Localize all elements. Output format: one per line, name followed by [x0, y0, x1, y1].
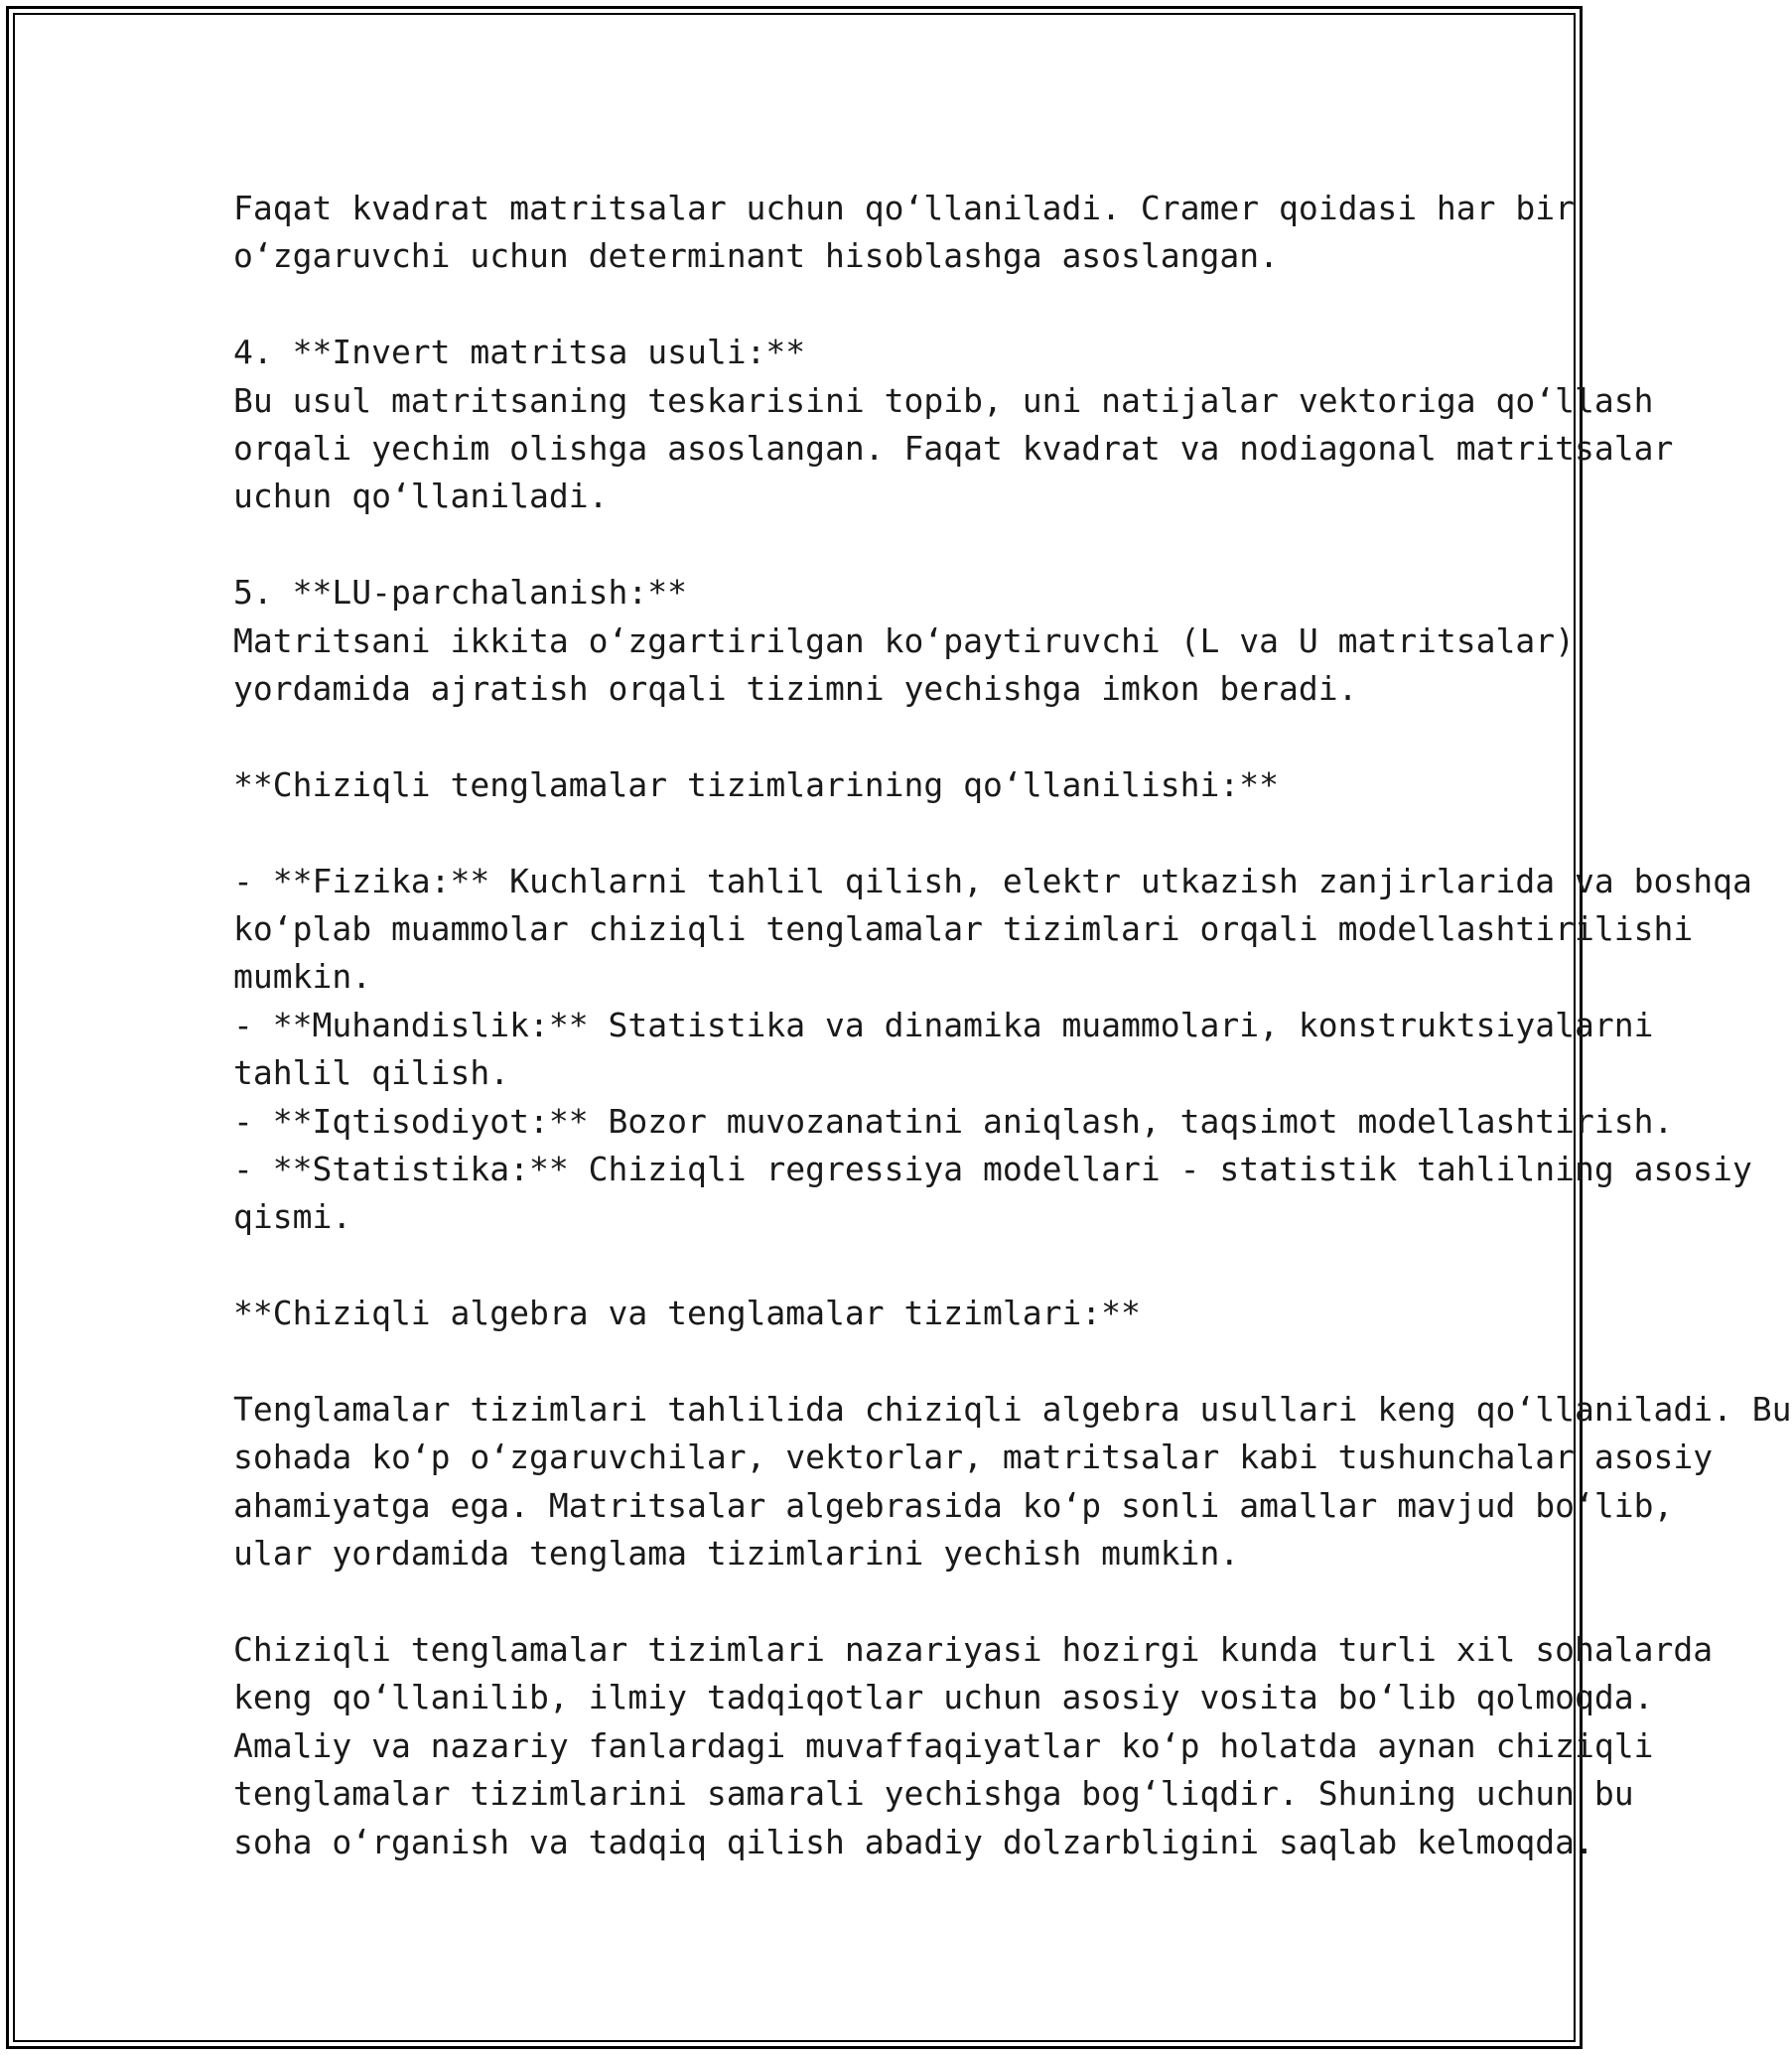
text-line: tenglamalar tizimlarini samarali yechishga bog‘liqdir. Shuning uchun bu — [233, 1774, 1634, 1814]
blank-line — [233, 809, 1375, 857]
section-heading: 5. **LU-parchalanish:** — [233, 573, 687, 613]
text-line: Tenglamalar tizimlari tahlilida chiziqli algebra usullari keng qo‘llaniladi. Bu — [233, 1390, 1792, 1430]
text-line: orqali yechim olishga asoslangan. Faqat kvadrat va nodiagonal matritsalar — [233, 429, 1674, 469]
blank-line — [233, 713, 1375, 760]
section-heading: **Chiziqli tenglamalar tizimlarining qo‘llanilishi:** — [233, 764, 1279, 804]
text-line: keng qo‘llanilib, ilmiy tadqiqotlar uchun asosiy vosita bo‘lib qolmoqda. — [233, 1678, 1654, 1717]
text-line: Amaliy va nazariy fanlardagi muvaffaqiyatlar ko‘p holatda aynan chiziqli — [233, 1725, 1654, 1765]
blank-line — [233, 521, 1375, 569]
text-line: ular yordamida tenglama tizimlarini yechish mumkin. — [233, 1534, 1240, 1574]
text-line: soha o‘rganish va tadqiq qilish abadiy dolzarbligini saqlab kelmoqda. — [233, 1822, 1594, 1861]
list-item: - **Muhandislik:** Statistika va dinamika muammolari, konstruktsiyalarni — [233, 1005, 1654, 1044]
text-line: o‘zgaruvchi uchun determinant hisoblashga asoslangan. — [233, 236, 1279, 276]
list-item: - **Fizika:** Kuchlarni tahlil qilish, elektr utkazish zanjirlarida va boshqa — [233, 861, 1752, 900]
blank-line — [233, 281, 1375, 329]
text-line: qismi. — [233, 1197, 352, 1237]
text-line: Faqat kvadrat matritsalar uchun qo‘llaniladi. Cramer qoidasi har bir — [233, 189, 1576, 227]
text-line: tahlil qilish. — [233, 1053, 510, 1093]
text-line: ko‘plab muammolar chiziqli tenglamalar tizimlari orqali modellashtirilishi — [233, 909, 1694, 949]
text-line: uchun qo‘llaniladi. — [233, 477, 609, 516]
text-line: sohada ko‘p o‘zgaruvchilar, vektorlar, matritsalar kabi tushunchalar asosiy — [233, 1438, 1714, 1477]
blank-line — [233, 1242, 1375, 1290]
text-line: yordamida ajratish orqali tizimni yechishga imkon beradi. — [233, 669, 1358, 709]
text-line: Matritsani ikkita o‘zgartirilgan ko‘paytiruvchi (L va U matritsalar) — [233, 620, 1576, 660]
text-line: ahamiyatga ega. Matritsalar algebrasida ko‘p sonli amallar mavjud bo‘lib, — [233, 1485, 1674, 1525]
text-line: mumkin. — [233, 957, 372, 997]
text-line: Chiziqli tenglamalar tizimlari nazariyasi hozirgi kunda turli xil sohalarda — [233, 1630, 1714, 1670]
blank-line — [233, 1338, 1375, 1386]
list-item: - **Iqtisodiyot:** Bozor muvozanatini aniqlash, taqsimot modellashtirish. — [233, 1101, 1674, 1141]
blank-line — [233, 1578, 1375, 1626]
section-heading: 4. **Invert matritsa usuli:** — [233, 333, 806, 372]
text-line: Bu usul matritsaning teskarisini topib, uni natijalar vektoriga qo‘llash — [233, 380, 1654, 420]
section-heading: **Chiziqli algebra va tenglamalar tizimlari:** — [233, 1294, 1141, 1333]
list-item: - **Statistika:** Chiziqli regressiya modellari - statistik tahlilning asosiy — [233, 1150, 1752, 1189]
document-body — [233, 185, 1792, 1866]
